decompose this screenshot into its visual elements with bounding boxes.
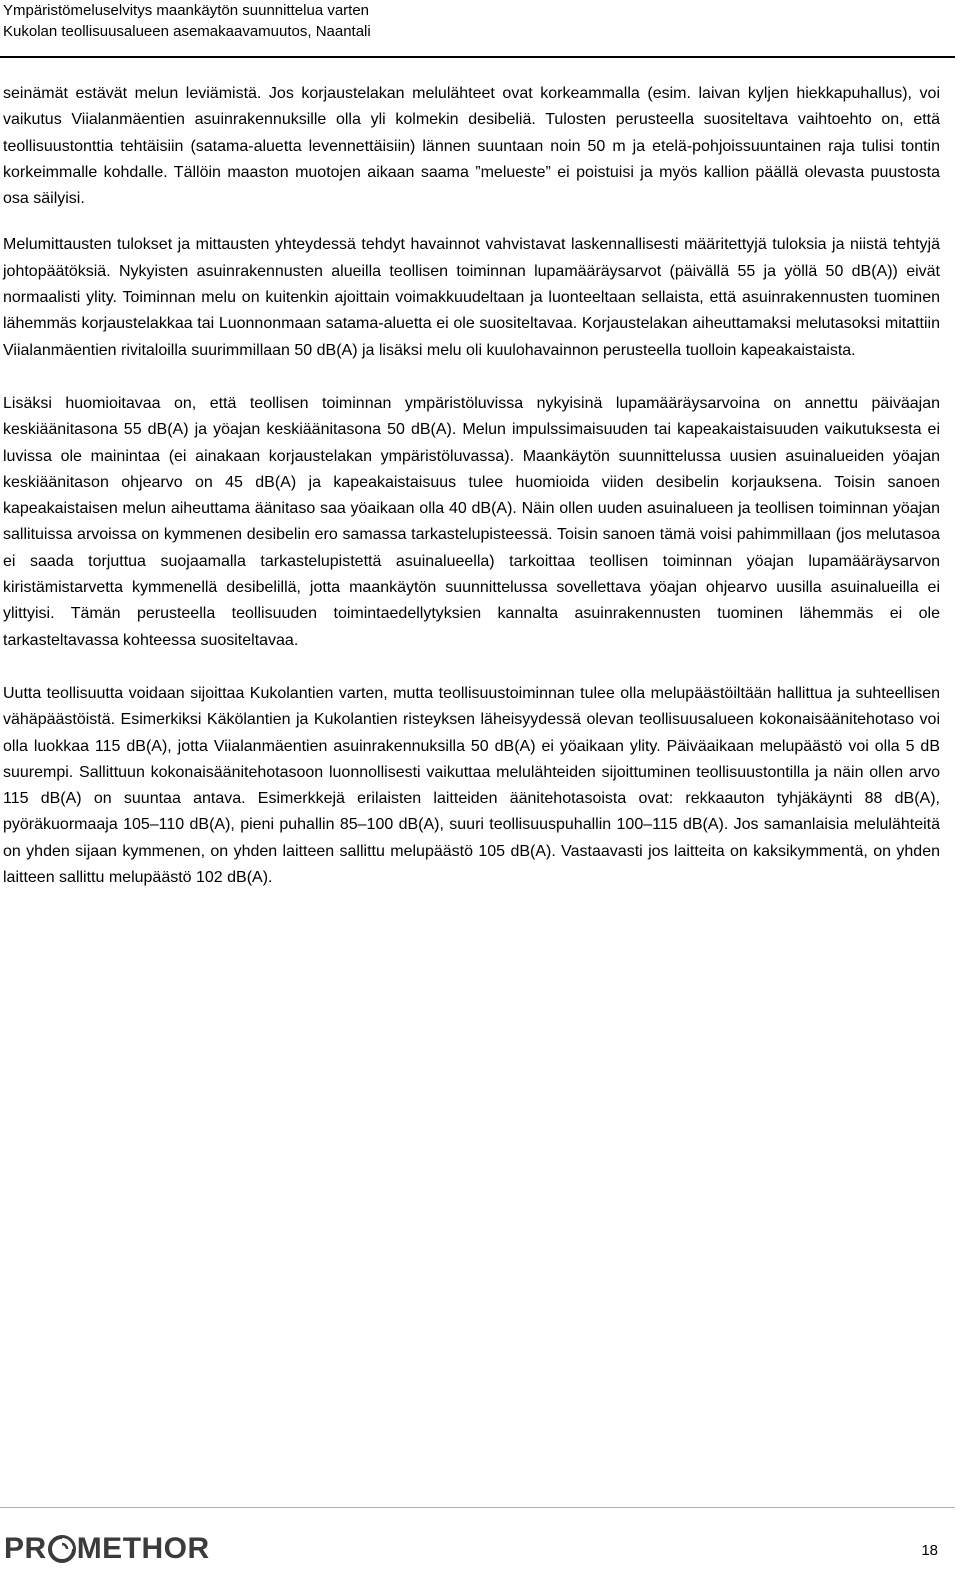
page-header xyxy=(3,0,943,42)
header-divider xyxy=(0,56,955,58)
header-line-1: Ympäristömeluselvitys maankäytön suunnittelua varten xyxy=(3,2,370,19)
header-line-2: Kukolan teollisuusalueen asemakaavamuutos, Naantali xyxy=(3,23,371,40)
page-number: 18 xyxy=(921,1542,938,1559)
logo-text-right: METHOR xyxy=(76,1532,210,1565)
document-body xyxy=(3,81,940,918)
promethor-logo xyxy=(4,1531,210,1567)
paragraph-4: Uutta teollisuutta voidaan sijoittaa Kukolantien varten, mutta teollisuustoiminnan tulee olla melupäästöiltään hallittua ja suhteellisen vähäpäästöistä. Esimerkiksi Käkölantien ja Kukolantien risteyksen läheisyydessä olevan teollisuusalueen kokonaisäänitehotaso voi olla luokkaa 115 dB(A), jotta Viialanmäentien asuinrakennuksilla 50 dB(A) ei yöaikaan ylity. Päiväaikaan melupäästö voi olla 5 dB suurempi. Sallittuun kokonaisäänitehotasoon luonnollisesti vaikuttaa melulähteiden sijoittuminen teollisuustontilla ja näin ollen arvo 115 dB(A) on suuntaa antava. Esimerkkejä erilaisten laitteiden äänitehotasoista ovat: rekkaauton tyhjäkäynti 88 dB(A), pyöräkuormaaja 105–110 dB(A), pieni puhallin 85–100 dB(A), suuri teollisuuspuhallin 100–115 dB(A). Jos samanlaisia melulähteitä on yhden sijaan kymmenen, on yhden laitteen sallittu melupäästö 105 dB(A). Vastaavasti jos laitteita on kaksikymmentä, on yhden laitteen sallittu melupäästö 102 dB(A). xyxy=(3,684,940,887)
paragraph-1: seinämät estävät melun leviämistä. Jos korjaustelakan melulähteet ovat korkeammalla (esim. laivan kyljen hiekkapuhallus), voi vaikutus Viialanmäentien asuinrakennuksille olla yli kolmekin desibeliä. Tulosten perusteella suositeltava vaihtoehto on, että teollisuustonttia tehtäisiin (satama-aluetta levennettäisiin) lännen suuntaan noin 50 m ja etelä-pohjoissuuntainen raja tulisi tontin korkeimmalle kohdalle. Tällöin maaston muotojen aikaan saama ”melueste” ei poistuisi ja myös kallion päällä olevasta puustosta osa säilyisi. xyxy=(3,85,940,208)
logo-text-left: PR xyxy=(4,1532,47,1565)
footer-divider xyxy=(0,1507,955,1508)
paragraph-2: Melumittausten tulokset ja mittausten yhteydessä tehdyt havainnot vahvistavat laskennallisesti määritettyjä tuloksia ja niistä tehtyjä johtopäätöksiä. Nykyisten asuinrakennusten alueilla teollisen toiminnan lupamääräysarvot (päivällä 55 ja yöllä 50 dB(A)) eivät normaalisti ylity. Toiminnan melu on kuitenkin ajoittain voimakkuudeltaan ja luonteeltaan sellaista, että asuinrakennusten tuominen lähemmäs korjaustelakkaa tai Luonnonmaan satama-aluetta ei ole suositeltavaa. Korjaustelakan aiheuttamaksi melutasoksi mitattiin Viialanmäentien rivitaloilla suurimmillaan 50 dB(A) ja lisäksi melu oli kuulohavainnon perusteella tuolloin kapeakaistaista. xyxy=(3,236,940,359)
logo-wave-icon xyxy=(47,1534,77,1564)
paragraph-3: Lisäksi huomioitavaa on, että teollisen toiminnan ympäristöluvissa nykyisinä lupamääräysarvoina on annettu päiväajan keskiäänitasona 55 dB(A) ja yöajan keskiäänitasona 50 dB(A). Melun impulssimaisuuden tai kapeakaistaisuuden vaikutuksesta ei luvissa ole mainintaa (ei ainakaan korjaustelakan ympäristöluvassa). Maankäytön suunnittelussa uusien asuinalueiden yöajan keskiäänitason ohjearvo on 45 dB(A) ja kapeakaistaisuus tulee huomioida viiden desibelin korjauksena. Toisin sanoen kapeakaistaisen melun aiheuttama äänitaso saa yöaikaan olla 40 dB(A). Näin ollen uuden asuinalueen ja teollisen toiminnan yöajan sallituissa arvoissa on kymmenen desibelin ero samassa tarkastelupisteessä. Toisin sanoen tämä voisi pahimmillaan (jos melutasoa ei saada torjuttua suojaamalla tarkastelupistettä asuinalueella) tarkoittaa teollisen toiminnan yöajan lupamääräysarvon kiristämistarvetta kymmenellä desibelillä, jotta maankäytön suunnittelussa sovellettava yöajan ohjearvo uusilla asuinalueilla ei ylittyisi. Tämän perusteella teollisuuden toimintaedellytyksien kannalta asuinrakennusten tuominen lähemmäs ei ole tarkasteltavassa kohteessa suositeltavaa. xyxy=(3,394,940,649)
